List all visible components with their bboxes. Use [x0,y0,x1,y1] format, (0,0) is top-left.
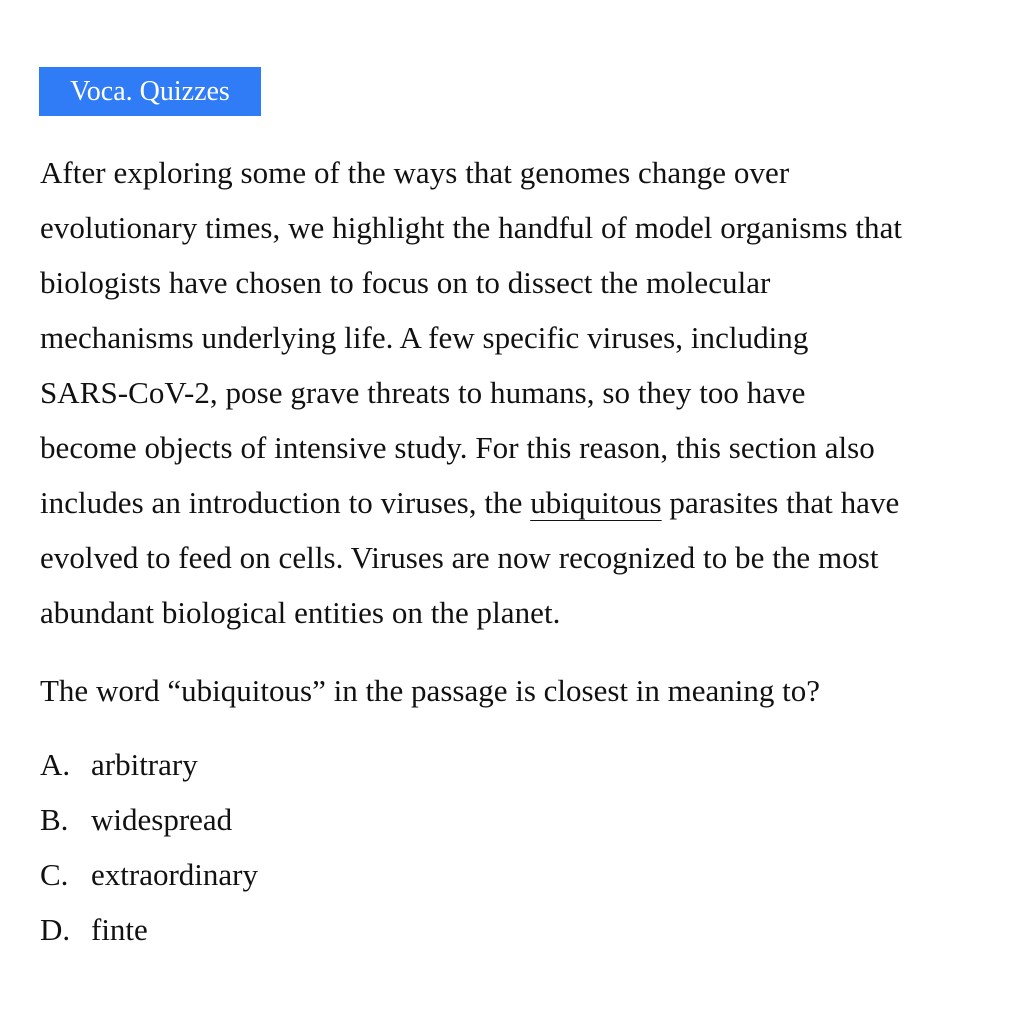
option-text: finte [91,912,148,947]
passage-line: evolutionary times, we highlight the handful of model organisms that [40,210,903,245]
quiz-category-badge: Voca. Quizzes [39,67,261,116]
passage-line: SARS-CoV-2, pose grave threats to humans, so they too have [40,375,806,410]
reading-passage [40,145,1020,640]
option-text: extraordinary [91,857,258,892]
passage-line: abundant biological entities on the planet. [40,595,561,630]
option-letter: C. [40,857,69,892]
passage-text-before-target: includes an introduction to viruses, the [40,485,531,520]
option-text: widespread [91,802,233,837]
answer-option-a[interactable] [40,737,258,792]
passage-line: mechanisms underlying life. A few specific viruses, including [40,320,809,355]
passage-line-with-target-word [40,475,1020,530]
answer-option-d[interactable] [40,902,258,957]
passage-line: evolved to feed on cells. Viruses are now recognized to be the most [40,540,879,575]
answer-option-c[interactable] [40,847,258,902]
option-text: arbitrary [91,747,198,782]
answer-option-b[interactable] [40,792,258,847]
target-vocabulary-word: ubiquitous [530,485,662,520]
option-letter: B. [40,802,69,837]
option-letter: D. [40,912,71,947]
passage-line: become objects of intensive study. For this reason, this section also [40,430,875,465]
passage-line: biologists have chosen to focus on to dissect the molecular [40,265,771,300]
passage-line: After exploring some of the ways that genomes change over [40,155,790,190]
option-letter: A. [40,747,71,782]
passage-text-after-target: parasites that have [661,485,900,520]
question-prompt: The word “ubiquitous” in the passage is closest in meaning to? [40,673,820,708]
answer-options [40,737,258,957]
